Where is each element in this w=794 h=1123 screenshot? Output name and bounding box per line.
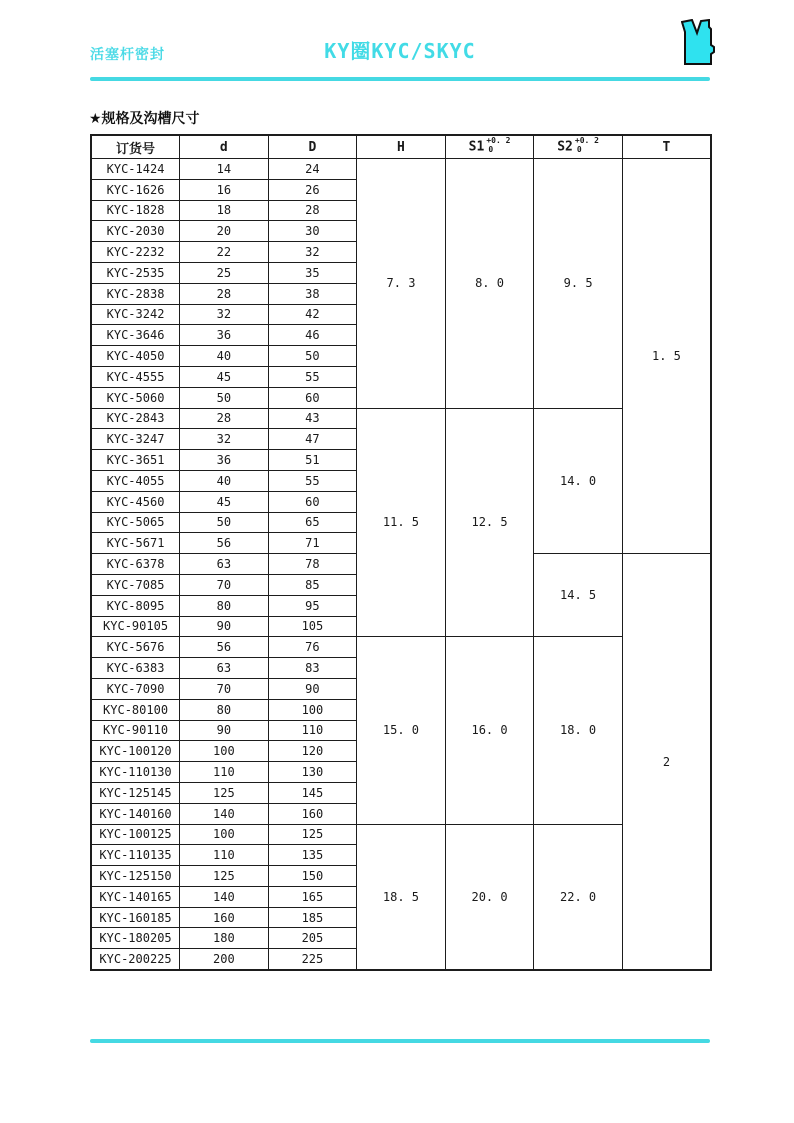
part-number-cell: KYC-1424	[91, 159, 180, 180]
part-number-cell: KYC-125150	[91, 866, 180, 887]
part-number-cell: KYC-3247	[91, 429, 180, 450]
d-value-cell: 100	[180, 741, 269, 762]
part-number-cell: KYC-3651	[91, 450, 180, 471]
d-value-cell: 28	[180, 283, 269, 304]
outer-d-value-cell: 71	[268, 533, 357, 554]
outer-d-value-cell: 30	[268, 221, 357, 242]
part-number-cell: KYC-7085	[91, 574, 180, 595]
d-value-cell: 28	[180, 408, 269, 429]
table-row	[91, 159, 711, 180]
outer-d-value-cell: 205	[268, 928, 357, 949]
d-value-cell: 100	[180, 824, 269, 845]
outer-d-value-cell: 43	[268, 408, 357, 429]
part-number-cell: KYC-110135	[91, 845, 180, 866]
d-value-cell: 125	[180, 866, 269, 887]
col-header-S1	[445, 135, 534, 159]
outer-d-value-cell: 50	[268, 346, 357, 367]
outer-d-value-cell: 32	[268, 242, 357, 263]
d-value-cell: 50	[180, 512, 269, 533]
header-rule	[90, 77, 710, 81]
outer-d-value-cell: 47	[268, 429, 357, 450]
part-number-cell: KYC-6383	[91, 658, 180, 679]
outer-d-value-cell: 100	[268, 699, 357, 720]
part-number-cell: KYC-4555	[91, 366, 180, 387]
d-value-cell: 20	[180, 221, 269, 242]
d-value-cell: 80	[180, 699, 269, 720]
part-number-cell: KYC-4050	[91, 346, 180, 367]
part-number-cell: KYC-2838	[91, 283, 180, 304]
outer-d-value-cell: 38	[268, 283, 357, 304]
outer-d-value-cell: 125	[268, 824, 357, 845]
s1-merged-value-cell: 20. 0	[445, 824, 534, 970]
d-value-cell: 56	[180, 637, 269, 658]
col-header-H: H	[357, 135, 446, 159]
outer-d-value-cell: 130	[268, 762, 357, 783]
part-number-cell: KYC-7090	[91, 678, 180, 699]
outer-d-value-cell: 135	[268, 845, 357, 866]
d-value-cell: 90	[180, 616, 269, 637]
s2-merged-value-cell: 14. 0	[534, 408, 623, 554]
part-number-cell: KYC-2843	[91, 408, 180, 429]
outer-d-value-cell: 28	[268, 200, 357, 221]
part-number-cell: KYC-8095	[91, 595, 180, 616]
footer-rule	[90, 1039, 710, 1043]
outer-d-value-cell: 24	[268, 159, 357, 180]
part-number-cell: KYC-1828	[91, 200, 180, 221]
s2-label: S2	[557, 139, 573, 155]
table-header-row	[91, 135, 711, 159]
s2-tolerance-lower: 0	[576, 145, 582, 154]
d-value-cell: 32	[180, 304, 269, 325]
d-value-cell: 125	[180, 782, 269, 803]
col-header-T: T	[622, 135, 711, 159]
d-value-cell: 36	[180, 325, 269, 346]
col-header-d: d	[180, 135, 269, 159]
d-value-cell: 14	[180, 159, 269, 180]
s1-tolerance-lower: 0	[488, 145, 494, 154]
table-row	[91, 408, 711, 429]
part-number-cell: KYC-2030	[91, 221, 180, 242]
outer-d-value-cell: 90	[268, 678, 357, 699]
s2-merged-value-cell: 22. 0	[534, 824, 623, 970]
outer-d-value-cell: 150	[268, 866, 357, 887]
outer-d-value-cell: 105	[268, 616, 357, 637]
s2-merged-value-cell: 18. 0	[534, 637, 623, 824]
section-title: ★规格及沟槽尺寸	[89, 111, 200, 127]
outer-d-value-cell: 46	[268, 325, 357, 346]
part-number-cell: KYC-90105	[91, 616, 180, 637]
d-value-cell: 70	[180, 678, 269, 699]
page-title: KY圈KYC/SKYC	[324, 39, 476, 63]
part-number-cell: KYC-4560	[91, 491, 180, 512]
outer-d-value-cell: 35	[268, 262, 357, 283]
d-value-cell: 180	[180, 928, 269, 949]
d-value-cell: 45	[180, 366, 269, 387]
s1-tolerance-upper: +0. 2	[486, 136, 511, 146]
outer-d-value-cell: 120	[268, 741, 357, 762]
u-cup-seal-profile-icon	[681, 19, 717, 66]
s2-tolerance	[575, 137, 599, 155]
outer-d-value-cell: 145	[268, 782, 357, 803]
d-value-cell: 22	[180, 242, 269, 263]
outer-d-value-cell: 76	[268, 637, 357, 658]
part-number-cell: KYC-200225	[91, 949, 180, 970]
d-value-cell: 110	[180, 762, 269, 783]
d-value-cell: 56	[180, 533, 269, 554]
outer-d-value-cell: 60	[268, 387, 357, 408]
d-value-cell: 40	[180, 346, 269, 367]
part-number-cell: KYC-5065	[91, 512, 180, 533]
d-value-cell: 32	[180, 429, 269, 450]
h-merged-value-cell: 7. 3	[357, 159, 446, 409]
outer-d-value-cell: 185	[268, 907, 357, 928]
part-number-cell: KYC-2535	[91, 262, 180, 283]
part-number-cell: KYC-180205	[91, 928, 180, 949]
s2-merged-value-cell: 9. 5	[534, 159, 623, 409]
d-value-cell: 140	[180, 803, 269, 824]
outer-d-value-cell: 83	[268, 658, 357, 679]
part-number-cell: KYC-160185	[91, 907, 180, 928]
d-value-cell: 25	[180, 262, 269, 283]
d-value-cell: 36	[180, 450, 269, 471]
col-header-part-no: 订货号	[91, 135, 180, 159]
s2-merged-value-cell: 14. 5	[534, 554, 623, 637]
d-value-cell: 90	[180, 720, 269, 741]
s1-label: S1	[468, 139, 485, 155]
outer-d-value-cell: 225	[268, 949, 357, 970]
t-merged-value-cell: 2	[622, 554, 711, 970]
spec-table-body	[91, 159, 711, 971]
part-number-cell: KYC-90110	[91, 720, 180, 741]
col-header-D: D	[268, 135, 357, 159]
part-number-cell: KYC-1626	[91, 179, 180, 200]
part-number-cell: KYC-3242	[91, 304, 180, 325]
s1-tolerance	[486, 137, 510, 155]
outer-d-value-cell: 60	[268, 491, 357, 512]
part-number-cell: KYC-110130	[91, 762, 180, 783]
table-row	[91, 824, 711, 845]
d-value-cell: 160	[180, 907, 269, 928]
part-number-cell: KYC-140160	[91, 803, 180, 824]
outer-d-value-cell: 51	[268, 450, 357, 471]
d-value-cell: 45	[180, 491, 269, 512]
outer-d-value-cell: 85	[268, 574, 357, 595]
outer-d-value-cell: 65	[268, 512, 357, 533]
outer-d-value-cell: 42	[268, 304, 357, 325]
outer-d-value-cell: 78	[268, 554, 357, 575]
t-merged-value-cell: 1. 5	[622, 159, 711, 554]
s1-merged-value-cell: 16. 0	[445, 637, 534, 824]
part-number-cell: KYC-125145	[91, 782, 180, 803]
product-category-label: 活塞杆密封	[90, 47, 165, 63]
outer-d-value-cell: 110	[268, 720, 357, 741]
d-value-cell: 40	[180, 470, 269, 491]
d-value-cell: 63	[180, 658, 269, 679]
d-value-cell: 16	[180, 179, 269, 200]
outer-d-value-cell: 165	[268, 886, 357, 907]
part-number-cell: KYC-4055	[91, 470, 180, 491]
d-value-cell: 140	[180, 886, 269, 907]
col-header-S2	[534, 135, 623, 159]
outer-d-value-cell: 95	[268, 595, 357, 616]
outer-d-value-cell: 55	[268, 366, 357, 387]
part-number-cell: KYC-100120	[91, 741, 180, 762]
part-number-cell: KYC-6378	[91, 554, 180, 575]
part-number-cell: KYC-100125	[91, 824, 180, 845]
h-merged-value-cell: 15. 0	[357, 637, 446, 824]
d-value-cell: 80	[180, 595, 269, 616]
s1-merged-value-cell: 8. 0	[445, 159, 534, 409]
part-number-cell: KYC-140165	[91, 886, 180, 907]
d-value-cell: 70	[180, 574, 269, 595]
h-merged-value-cell: 11. 5	[357, 408, 446, 637]
part-number-cell: KYC-5671	[91, 533, 180, 554]
outer-d-value-cell: 55	[268, 470, 357, 491]
part-number-cell: KYC-5060	[91, 387, 180, 408]
d-value-cell: 50	[180, 387, 269, 408]
outer-d-value-cell: 160	[268, 803, 357, 824]
h-merged-value-cell: 18. 5	[357, 824, 446, 970]
part-number-cell: KYC-5676	[91, 637, 180, 658]
d-value-cell: 200	[180, 949, 269, 970]
part-number-cell: KYC-80100	[91, 699, 180, 720]
spec-table	[90, 134, 712, 971]
table-row	[91, 637, 711, 658]
part-number-cell: KYC-3646	[91, 325, 180, 346]
s1-merged-value-cell: 12. 5	[445, 408, 534, 637]
d-value-cell: 63	[180, 554, 269, 575]
outer-d-value-cell: 26	[268, 179, 357, 200]
part-number-cell: KYC-2232	[91, 242, 180, 263]
d-value-cell: 110	[180, 845, 269, 866]
d-value-cell: 18	[180, 200, 269, 221]
s2-tolerance-upper: +0. 2	[574, 136, 599, 146]
